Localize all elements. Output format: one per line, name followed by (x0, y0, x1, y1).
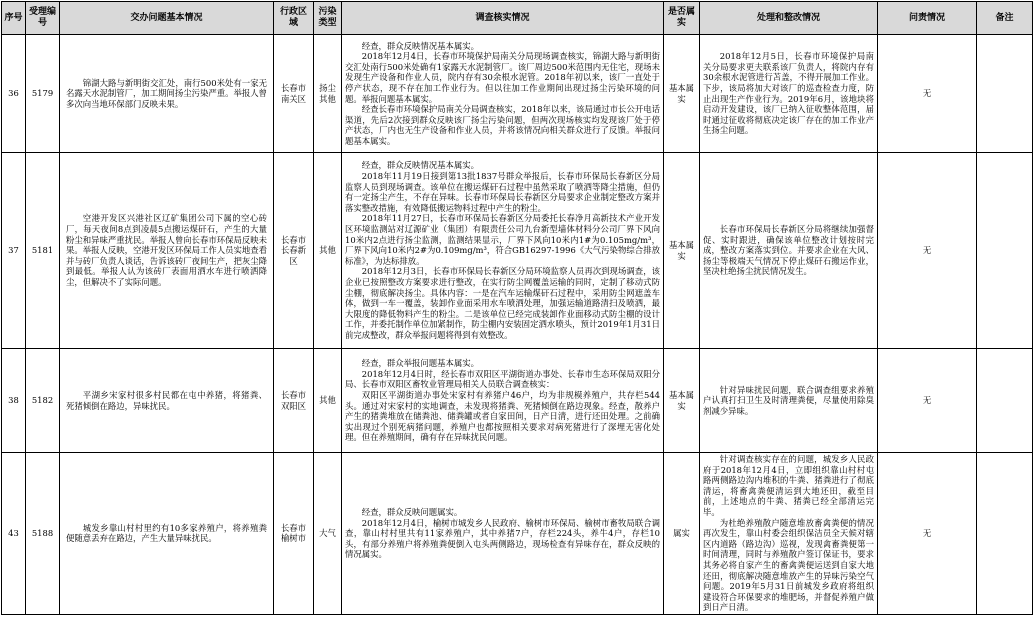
handling-paragraph: 针对调查核实存在的问题，城发乡人民政府于2018年12月4日，立即组织靠山村村屯路两侧路边沟内堆积的牛粪、猪粪进行了彻底清运，将畜禽粪便清运到大地还田，截至目前，上述地点的牛粪、猪粪已经全部清运完毕。 (703, 454, 874, 517)
row-handling (700, 35, 878, 153)
row-district: 长春市南关区 (274, 35, 314, 153)
row-district: 长春市榆树市 (274, 453, 314, 615)
row-seq: 37 (2, 153, 26, 349)
row-verified: 基本属实 (664, 153, 700, 349)
table-row (2, 153, 1033, 349)
issue-text: 空港开发区兴港社区辽矿集团公司下属的空心砖厂，每天夜间8点到凌晨5点搬运煤矸石，产生的大量粉尘和异味严重扰民。举报人曾向长春市环保局反映未果。举报人反映，空港开发区环保局工作人员实地查看并与砖厂负责人谈话，告诉该砖厂夜间生产，把灰尘降到最低。举报人认为该砖厂表面用洒水车进行喷洒降尘，但解决不了实际问题。 (66, 213, 267, 287)
row-investigation (342, 349, 664, 453)
investigation-paragraph: 经查，群众反映问题属实。 (361, 506, 463, 517)
row-handling (700, 349, 878, 453)
investigation-paragraph: 2018年11月27日，长春市环保局长春新区分局委托长春净月高新技术产业开发区环境监测站对辽源矿业（集团）有限责任公司九台新型墙体材料分公司厂界下风向10米内2点进行扬尘监测，监测结果显示，厂界下风向10米内1#为0.105mg/m³，厂界下风向10米内2#为0.109mg/m³，符合GB16297-1996《大气污染物综合排放标准》，为达标排放。 (345, 213, 660, 266)
row-issue (60, 153, 274, 349)
issue-text: 平湖乡宋家村很多村民都在屯中养猪，将猪粪、死猪倾倒在路边，异味扰民。 (66, 389, 267, 411)
investigation-paragraph: 经查，群众反映情况基本属实。 (361, 40, 480, 51)
row-issue (60, 349, 274, 453)
table-row (2, 349, 1033, 453)
row-case-no: 5179 (26, 35, 60, 153)
row-remarks (977, 453, 1033, 615)
row-accountability: 无 (878, 349, 977, 453)
table-row (2, 453, 1033, 615)
table-row (2, 35, 1033, 153)
row-pollution: 大气 (314, 453, 342, 615)
header-seq: 序号 (2, 2, 26, 35)
row-seq: 36 (2, 35, 26, 153)
row-handling (700, 153, 878, 349)
row-remarks (977, 35, 1033, 153)
investigation-paragraph: 2018年11月19日接到第13批1837号群众举报后，长春市环保局长春新区分局监察人员到现场调查。该单位在搬运煤矸石过程中虽然采取了喷洒等降尘措施，但仍有一定扬尘产生，不存在异味。长春市环保局长春新区分局要求企业制定整改方案并落实整改措施，有效降低搬运物料过程中产生的粉尘。 (345, 171, 660, 213)
row-pollution: 其他 (314, 153, 342, 349)
handling-paragraph: 长春市环保局长春新区分局将继续加强督促、实时跟进，确保该单位整改计划按时完成，整改方案落实到位。并要求企业在大风、扬尘等极端天气情况下停止煤矸石搬运作业，坚决杜绝扬尘扰民情况发生。 (703, 224, 874, 277)
header-issue: 交办问题基本情况 (60, 2, 274, 35)
investigation-paragraph: 2018年12月4日，长春市环境保护局南关分局现场调查核实，锦湖大路与新明街交汇处南行500米处确有1家露天水泥制管厂。该厂周边500米范围内无住宅，现场未发现生产设备和作业人员，院内存有30余根水泥管。2018年初以来，该厂一直处于停产状态，现不存在加工作业行为。但以往加工作业期间出现过扬尘污染环境的问题。举报问题基本属实。 (345, 51, 660, 104)
investigation-paragraph: 经查，群众举报问题基本属实。 (361, 358, 480, 369)
handling-paragraph: 针对异味扰民问题，联合调查组要求养殖户认真打扫卫生及时清理粪便，尽量使用除臭剂减少异味。 (703, 384, 874, 416)
investigation-paragraph: 2018年12月3日，长春市环保局长春新区分局环境监察人员再次到现场调查，该企业已按照整改方案要求进行整改，在实行防尘网覆盖运输的同时，定制了移动式防尘棚，彻底解决扬尘。具体内容：一是在汽车运输煤矸石过程中，采用防尘网遮盖车体，做到一车一覆盖，装卸作业面采用水车喷洒处理，加强运输道路清扫及喷洒，最大限度的降低物料产生的粉尘。二是该单位已经完成装卸作业面移动式防尘棚的设计工作，并委托制作单位加紧制作，防尘棚内安装固定洒水喷头，预计2019年1月31日前完成整改，群众举报问题将得到有效整改。 (345, 266, 660, 340)
handling-paragraph: 为杜绝养殖散户随意堆放畜禽粪便的情况再次发生，靠山村委会组织保洁员全天候对辖区内道路（路边沟）巡视，发现禽畜粪便第一时间清理，同时与养殖散户签订保证书，要求其务必将自家产生的畜禽粪便运送到自家大地还田，彻底解决随意堆放产生的异味污染空气问题。2019年5月31日前城发乡政府将组织建设符合环保要求的堆肥场，并督促养殖户做到日产日清。 (703, 517, 874, 613)
investigation-paragraph: 2018年12月4日，榆树市城发乡人民政府、榆树市环保局、榆树市畜牧局联合调查，靠山村村里共有11家养殖户，其中养猪7户，存栏224头，养牛4户，存栏10头，有部分养殖户将养殖粪便倒入屯头两侧路边，现场检查有异味存在，群众反映的情况属实。 (345, 517, 660, 560)
row-pollution: 扬尘其他 (314, 35, 342, 153)
table-header (2, 2, 1033, 35)
issue-text: 锦湖大路与新明街交汇处，南行500米处有一家无名露天水泥制管厂，加工期间扬尘污染严重。举报人曾多次向当地环保部门反映未果。 (66, 77, 267, 109)
row-remarks (977, 349, 1033, 453)
row-accountability: 无 (878, 453, 977, 615)
handling-paragraph: 2018年12月5日，长春市环境保护局南关分局要求更夫联系该厂负责人，将院内存有30余根水泥管进行苫盖，不得开展加工作业。下步，该局将加大对该厂的巡查检查力度，防止出现生产作业行为。2019年6月，该地块将启动开发建设，该厂已纳入征收整体范围，届时通过征收将彻底决定该厂存在的加工作业产生扬尘问题。 (703, 51, 874, 136)
issue-text: 城发乡靠山村村里约有10多家养殖户，将养殖粪便随意丢弃在路边，产生大量异味扰民。 (66, 522, 267, 544)
investigation-paragraph: 双阳区平湖街道办事处宋家村有养猪户46户，均为非规模养殖户，共存栏544头。通过对宋家村的实地调查，未发现将猪粪、死猪倾倒在路边现象。经查，散养户产生的猪粪堆放在储粪池、储粪罐或者自家田间，日产日清，进行还田处理。之前确实出现过个别死病猪问题，养殖户也都按照相关要求对病死猪进行了深埋无害化处理。但在养殖期间，确有存在异味扰民问题。 (345, 389, 660, 443)
row-verified: 属实 (664, 453, 700, 615)
investigation-paragraph: 2018年12月4日时，经长春市双阳区平湖街道办事处、长春市生态环保局双阳分局、长春市双阳区畜牧业管理局相关人员联合调查核实： (345, 368, 660, 390)
header-accountability: 问责情况 (878, 2, 977, 35)
row-investigation (342, 153, 664, 349)
row-pollution: 其他 (314, 349, 342, 453)
header-case-no: 受理编号 (26, 2, 60, 35)
row-seq: 43 (2, 453, 26, 615)
header-verified: 是否属实 (664, 2, 700, 35)
row-investigation (342, 35, 664, 153)
row-case-no: 5182 (26, 349, 60, 453)
row-investigation (342, 453, 664, 615)
header-remarks: 备注 (977, 2, 1033, 35)
row-issue (60, 35, 274, 153)
row-seq: 38 (2, 349, 26, 453)
row-verified: 基本属实 (664, 35, 700, 153)
header-investigation: 调查核实情况 (342, 2, 664, 35)
header-handling: 处理和整改情况 (700, 2, 878, 35)
row-case-no: 5188 (26, 453, 60, 615)
inspection-table (1, 1, 1033, 615)
row-verified: 基本属实 (664, 349, 700, 453)
investigation-paragraph: 经查长春市环境保护局南关分局调查核实，2018年以来，该局通过市长公开电话渠道，先后2次接到群众反映该厂扬尘污染问题，但两次现场核实均发现该厂处于停产状态，厂内也无生产设备和作业人员，并将该情况向相关群众进行了反馈。举报问题基本属实。 (345, 104, 660, 146)
row-accountability: 无 (878, 153, 977, 349)
header-district: 行政区域 (274, 2, 314, 35)
row-district: 长春市长春新区 (274, 153, 314, 349)
row-remarks (977, 153, 1033, 349)
row-issue (60, 453, 274, 615)
row-accountability: 无 (878, 35, 977, 153)
row-case-no: 5181 (26, 153, 60, 349)
row-district: 长春市双阳区 (274, 349, 314, 453)
investigation-paragraph: 经查，群众反映情况基本属实。 (361, 160, 480, 171)
row-handling (700, 453, 878, 615)
header-pollution: 污染类型 (314, 2, 342, 35)
